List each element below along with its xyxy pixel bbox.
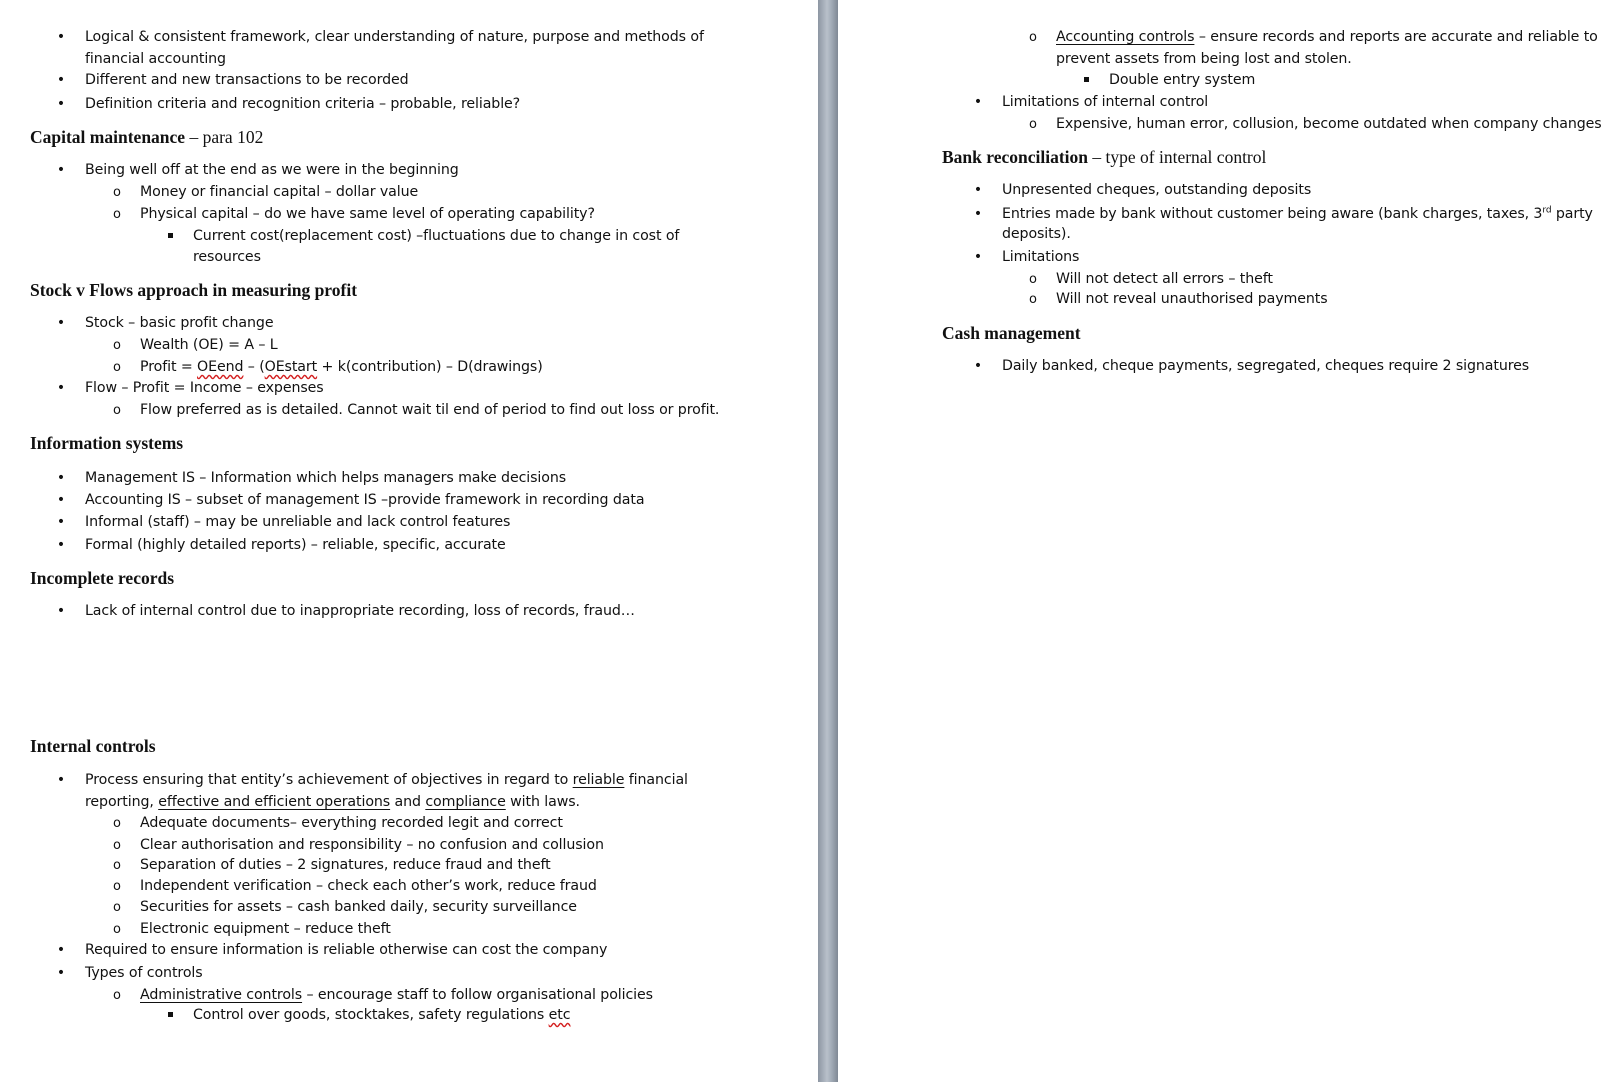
bullet-marker xyxy=(971,93,985,111)
text-run: Process ensuring that entity’s achievement of objectives in regard to xyxy=(85,772,573,788)
circle-bullet-marker xyxy=(1026,28,1040,47)
list-item: Will not detect all errors – theft xyxy=(1056,271,1273,287)
list-item: Management IS – Information which helps managers make decisions xyxy=(85,470,567,486)
text-run: financial xyxy=(624,772,688,788)
list-item: Physical capital – do we have same level of operating capability? xyxy=(140,206,595,222)
circle-bullet-marker xyxy=(110,336,124,355)
page-divider xyxy=(818,0,838,1082)
text-run: Entries made by bank without customer being aware (bank charges, taxes, 3 xyxy=(1002,206,1543,222)
text-run: reporting, xyxy=(85,794,159,810)
bullet-marker xyxy=(54,314,68,332)
circle-bullet-marker xyxy=(110,358,124,377)
heading-text: Internal controls xyxy=(30,736,156,756)
list-item-continued: financial accounting xyxy=(85,51,226,67)
square-bullet-marker xyxy=(163,227,177,245)
text-run: + k(contribution) – D(drawings) xyxy=(317,359,543,375)
list-item: Definition criteria and recognition criteria – probable, reliable? xyxy=(85,96,521,112)
list-item: Clear authorisation and responsibility – no confusion and collusion xyxy=(140,837,604,853)
underlined-term: compliance xyxy=(425,794,506,810)
list-item: Informal (staff) – may be unreliable and lack control features xyxy=(85,514,511,530)
heading-text: Information systems xyxy=(30,433,184,453)
circle-bullet-marker xyxy=(110,920,124,939)
heading-text: Bank reconciliation xyxy=(942,147,1089,167)
list-item xyxy=(140,986,653,1004)
circle-bullet-marker xyxy=(110,814,124,833)
text-run: party xyxy=(1551,206,1593,222)
list-item: Flow preferred as is detailed. Cannot wait til end of period to find out loss or profit. xyxy=(140,402,720,418)
list-item xyxy=(1002,205,1593,223)
list-item: Money or financial capital – dollar value xyxy=(140,184,419,200)
heading-internal-controls xyxy=(30,735,156,757)
heading-incomplete-records xyxy=(30,567,174,589)
list-item: Daily banked, cheque payments, segregated, cheques require 2 signatures xyxy=(1002,358,1530,374)
text-run: Control over goods, stocktakes, safety regulations xyxy=(193,1007,549,1023)
list-item: Different and new transactions to be recorded xyxy=(85,72,409,88)
bullet-marker xyxy=(54,941,68,959)
heading-cash-management xyxy=(942,322,1081,344)
heading-bank-reconciliation xyxy=(942,146,1266,168)
list-item: Adequate documents– everything recorded legit and correct xyxy=(140,815,563,831)
heading-capital-maintenance xyxy=(30,126,263,148)
list-item: Types of controls xyxy=(85,965,203,981)
bullet-marker xyxy=(54,491,68,509)
square-bullet-marker xyxy=(163,1006,177,1024)
bullet-marker xyxy=(971,357,985,375)
square-bullet-marker xyxy=(1079,71,1093,89)
bullet-marker xyxy=(54,71,68,89)
document-page-right xyxy=(838,0,1602,1082)
list-item: Required to ensure information is reliable otherwise can cost the company xyxy=(85,942,608,958)
list-item: Electronic equipment – reduce theft xyxy=(140,921,391,937)
list-item-continued: deposits). xyxy=(1002,226,1071,242)
circle-bullet-marker xyxy=(1026,270,1040,289)
heading-text: Stock v Flows approach in measuring profit xyxy=(30,280,358,300)
bullet-marker xyxy=(54,771,68,789)
list-item: Being well off at the end as we were in the beginning xyxy=(85,162,459,178)
text-run: – ( xyxy=(243,359,265,375)
text-run: – encourage staff to follow organisational policies xyxy=(302,987,653,1003)
underlined-term: reliable xyxy=(572,772,625,788)
bullet-marker xyxy=(971,248,985,266)
bullet-marker xyxy=(54,379,68,397)
circle-bullet-marker xyxy=(110,877,124,896)
list-item: Double entry system xyxy=(1109,72,1256,88)
list-item: Will not reveal unauthorised payments xyxy=(1056,291,1328,307)
circle-bullet-marker xyxy=(1026,290,1040,309)
bullet-marker xyxy=(54,964,68,982)
circle-bullet-marker xyxy=(1026,115,1040,134)
heading-suffix: – para 102 xyxy=(185,127,264,147)
underlined-term: Administrative controls xyxy=(140,987,303,1003)
heading-text: Capital maintenance xyxy=(30,127,186,147)
list-item: Expensive, human error, collusion, become outdated when company changes xyxy=(1056,116,1602,132)
heading-suffix: – type of internal control xyxy=(1088,147,1267,167)
underlined-term: effective and efficient operations xyxy=(158,794,391,810)
bullet-marker xyxy=(54,536,68,554)
list-item: Logical & consistent framework, clear understanding of nature, purpose and methods of xyxy=(85,29,704,45)
list-item: Separation of duties – 2 signatures, reduce fraud and theft xyxy=(140,857,551,873)
circle-bullet-marker xyxy=(110,205,124,224)
bullet-marker xyxy=(54,602,68,620)
circle-bullet-marker xyxy=(110,898,124,917)
spellcheck-word[interactable]: OEstart xyxy=(264,359,318,375)
circle-bullet-marker xyxy=(110,183,124,202)
heading-stock-flows xyxy=(30,279,357,301)
bullet-marker xyxy=(54,513,68,531)
underlined-term: Accounting controls xyxy=(1056,29,1195,45)
list-item xyxy=(193,1006,570,1024)
list-item: Flow – Profit = Income – expenses xyxy=(85,380,324,396)
list-item: Lack of internal control due to inappropriate recording, loss of records, fraud… xyxy=(85,603,635,619)
heading-text: Cash management xyxy=(942,323,1081,343)
list-item: Current cost(replacement cost) –fluctuations due to change in cost of xyxy=(193,228,680,244)
heading-text: Incomplete records xyxy=(30,568,175,588)
list-item: Limitations of internal control xyxy=(1002,94,1209,110)
bullet-marker xyxy=(54,469,68,487)
list-item: Formal (highly detailed reports) – reliable, specific, accurate xyxy=(85,537,506,553)
list-item-continued xyxy=(85,793,580,811)
list-item: Limitations xyxy=(1002,249,1080,265)
circle-bullet-marker xyxy=(110,986,124,1005)
list-item: Wealth (OE) = A – L xyxy=(140,337,278,353)
bullet-marker xyxy=(54,95,68,113)
list-item: Unpresented cheques, outstanding deposits xyxy=(1002,182,1312,198)
heading-information-systems xyxy=(30,432,183,454)
list-item: Securities for assets – cash banked daily, security surveillance xyxy=(140,899,577,915)
list-item xyxy=(85,771,688,789)
bullet-marker xyxy=(971,205,985,223)
spellcheck-word[interactable]: OEend xyxy=(197,359,244,375)
list-item-profit-formula xyxy=(140,358,543,376)
spellcheck-word[interactable]: etc xyxy=(548,1007,571,1023)
circle-bullet-marker xyxy=(110,401,124,420)
list-item xyxy=(1056,28,1598,46)
list-item-continued: resources xyxy=(193,249,261,265)
text-run: and xyxy=(390,794,426,810)
list-item-continued: prevent assets from being lost and stolen. xyxy=(1056,51,1352,67)
text-run: – ensure records and reports are accurate and reliable to xyxy=(1194,29,1598,45)
bullet-marker xyxy=(971,181,985,199)
text-run: with laws. xyxy=(505,794,580,810)
circle-bullet-marker xyxy=(110,836,124,855)
bullet-marker xyxy=(54,28,68,46)
text-run: Profit = xyxy=(140,359,198,375)
superscript: rd xyxy=(1542,205,1552,216)
bullet-marker xyxy=(54,161,68,179)
list-item: Accounting IS – subset of management IS –provide framework in recording data xyxy=(85,492,645,508)
list-item: Independent verification – check each other’s work, reduce fraud xyxy=(140,878,597,894)
list-item: Stock – basic profit change xyxy=(85,315,274,331)
circle-bullet-marker xyxy=(110,856,124,875)
